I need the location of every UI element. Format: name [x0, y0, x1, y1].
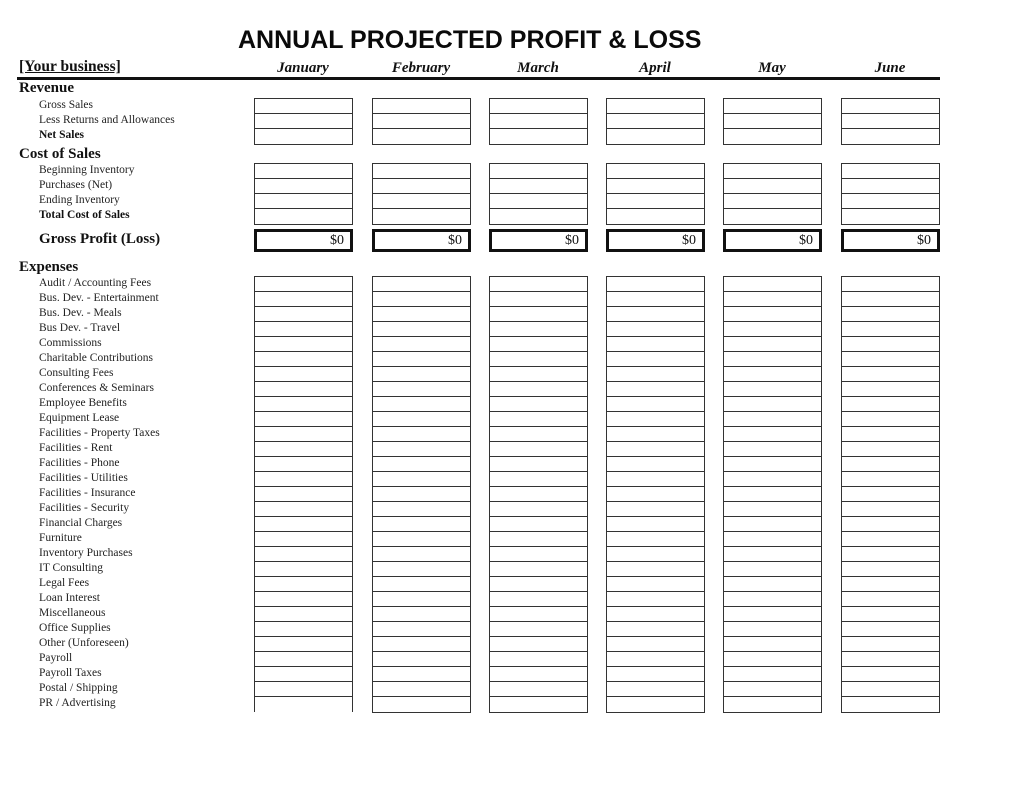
gross-profit-value-march: $0 — [489, 229, 588, 252]
input-cell[interactable] — [607, 577, 704, 592]
input-cell[interactable] — [255, 99, 352, 114]
input-cell[interactable] — [842, 577, 939, 592]
input-cell[interactable] — [255, 682, 352, 697]
line-item-label: Charitable Contributions — [39, 352, 154, 364]
input-cell[interactable] — [724, 502, 821, 517]
business-name[interactable]: [Your business] — [19, 58, 121, 75]
input-cell[interactable] — [490, 382, 587, 397]
input-cell[interactable] — [724, 427, 821, 442]
input-cell[interactable] — [842, 532, 939, 547]
input-cell[interactable] — [607, 337, 704, 352]
input-cell[interactable] — [724, 562, 821, 577]
input-cell[interactable] — [255, 292, 352, 307]
input-cell[interactable] — [842, 114, 939, 129]
line-item-label: Bus. Dev. - Entertainment — [39, 292, 159, 304]
input-cell[interactable] — [607, 129, 704, 144]
gross-profit-value-june: $0 — [841, 229, 940, 252]
input-cell[interactable] — [373, 697, 470, 712]
input-cell[interactable] — [373, 292, 470, 307]
input-cell[interactable] — [255, 562, 352, 577]
input-cell[interactable] — [607, 194, 704, 209]
input-cell[interactable] — [607, 637, 704, 652]
input-cell[interactable] — [255, 322, 352, 337]
expenses-column-april — [606, 276, 705, 713]
input-cell[interactable] — [255, 412, 352, 427]
input-cell[interactable] — [842, 179, 939, 194]
input-cell[interactable] — [255, 637, 352, 652]
input-cell[interactable] — [373, 194, 470, 209]
input-cell[interactable] — [373, 352, 470, 367]
input-cell[interactable] — [724, 532, 821, 547]
input-cell[interactable] — [373, 532, 470, 547]
input-cell[interactable] — [490, 502, 587, 517]
revenue-column-april — [606, 98, 705, 145]
input-cell[interactable] — [490, 277, 587, 292]
input-cell[interactable] — [607, 412, 704, 427]
input-cell[interactable] — [607, 209, 704, 224]
input-cell[interactable] — [607, 682, 704, 697]
input-cell[interactable] — [490, 114, 587, 129]
input-cell[interactable] — [373, 307, 470, 322]
input-cell[interactable] — [490, 592, 587, 607]
line-item-label: Facilities - Security — [39, 502, 130, 514]
input-cell[interactable] — [373, 547, 470, 562]
input-cell[interactable] — [607, 547, 704, 562]
input-cell[interactable] — [724, 412, 821, 427]
input-cell[interactable] — [490, 517, 587, 532]
input-cell[interactable] — [607, 99, 704, 114]
input-cell[interactable] — [724, 637, 821, 652]
input-cell[interactable] — [255, 352, 352, 367]
input-cell[interactable] — [724, 652, 821, 667]
input-cell[interactable] — [490, 487, 587, 502]
input-cell[interactable] — [490, 457, 587, 472]
input-cell[interactable] — [607, 667, 704, 682]
input-cell[interactable] — [842, 209, 939, 224]
input-cell[interactable] — [373, 367, 470, 382]
input-cell[interactable] — [373, 652, 470, 667]
input-cell[interactable] — [490, 667, 587, 682]
input-cell[interactable] — [607, 164, 704, 179]
input-cell[interactable] — [255, 547, 352, 562]
input-cell[interactable] — [724, 382, 821, 397]
input-cell[interactable] — [724, 577, 821, 592]
input-cell[interactable] — [373, 487, 470, 502]
input-cell[interactable] — [255, 532, 352, 547]
line-item-label: Facilities - Insurance — [39, 487, 136, 499]
gross-profit-label: Gross Profit (Loss) — [39, 231, 161, 247]
input-cell[interactable] — [724, 292, 821, 307]
input-cell[interactable] — [490, 307, 587, 322]
input-cell[interactable] — [490, 209, 587, 224]
input-cell[interactable] — [842, 682, 939, 697]
line-item-label: Facilities - Property Taxes — [39, 427, 160, 439]
input-cell[interactable] — [490, 99, 587, 114]
revenue-column-february — [372, 98, 471, 145]
month-header-january: January — [277, 60, 329, 76]
input-cell[interactable] — [373, 99, 470, 114]
gross-profit-value-january: $0 — [254, 229, 353, 252]
line-item-label: Payroll — [39, 652, 73, 664]
input-cell[interactable] — [842, 652, 939, 667]
revenue-column-june — [841, 98, 940, 145]
line-item-label: Financial Charges — [39, 517, 123, 529]
input-cell[interactable] — [724, 164, 821, 179]
input-cell[interactable] — [490, 367, 587, 382]
input-cell[interactable] — [842, 412, 939, 427]
line-item-label: Facilities - Phone — [39, 457, 120, 469]
input-cell[interactable] — [255, 164, 352, 179]
input-cell[interactable] — [255, 337, 352, 352]
input-cell[interactable] — [490, 322, 587, 337]
input-cell[interactable] — [490, 412, 587, 427]
section-title-cost-of-sales: Cost of Sales — [19, 146, 101, 162]
input-cell[interactable] — [724, 209, 821, 224]
input-cell[interactable] — [607, 652, 704, 667]
input-cell[interactable] — [490, 397, 587, 412]
input-cell[interactable] — [255, 457, 352, 472]
input-cell[interactable] — [255, 194, 352, 209]
line-item-label: Loan Interest — [39, 592, 100, 604]
line-item-label: Legal Fees — [39, 577, 90, 589]
input-cell[interactable] — [842, 457, 939, 472]
input-cell[interactable] — [607, 114, 704, 129]
line-item-label: Bus Dev. - Travel — [39, 322, 121, 334]
input-cell[interactable] — [724, 352, 821, 367]
line-item-label: Other (Unforeseen) — [39, 637, 129, 649]
expenses-column-june — [841, 276, 940, 713]
input-cell[interactable] — [490, 547, 587, 562]
line-item-label: Facilities - Rent — [39, 442, 113, 454]
input-cell[interactable] — [255, 442, 352, 457]
line-item-label: Purchases (Net) — [39, 179, 113, 191]
input-cell[interactable] — [724, 682, 821, 697]
input-cell[interactable] — [373, 322, 470, 337]
input-cell[interactable] — [255, 397, 352, 412]
input-cell[interactable] — [842, 382, 939, 397]
input-cell[interactable] — [842, 667, 939, 682]
input-cell[interactable] — [255, 382, 352, 397]
input-cell[interactable] — [490, 442, 587, 457]
input-cell[interactable] — [373, 209, 470, 224]
input-cell[interactable] — [490, 577, 587, 592]
expenses-column-january — [254, 276, 353, 712]
line-item-label: Furniture — [39, 532, 82, 544]
input-cell[interactable] — [255, 129, 352, 144]
input-cell[interactable] — [842, 164, 939, 179]
input-cell[interactable] — [842, 592, 939, 607]
input-cell[interactable] — [607, 487, 704, 502]
input-cell[interactable] — [842, 637, 939, 652]
month-header-june: June — [874, 60, 906, 76]
input-cell[interactable] — [373, 472, 470, 487]
input-cell[interactable] — [842, 277, 939, 292]
input-cell[interactable] — [373, 427, 470, 442]
section-title-revenue: Revenue — [19, 80, 74, 96]
input-cell[interactable] — [724, 517, 821, 532]
input-cell[interactable] — [490, 427, 587, 442]
input-cell[interactable] — [842, 562, 939, 577]
input-cell[interactable] — [255, 427, 352, 442]
input-cell[interactable] — [373, 607, 470, 622]
input-cell[interactable] — [607, 307, 704, 322]
input-cell[interactable] — [607, 322, 704, 337]
line-item-label: Audit / Accounting Fees — [39, 277, 152, 289]
input-cell[interactable] — [255, 472, 352, 487]
input-cell[interactable] — [842, 307, 939, 322]
input-cell[interactable] — [607, 352, 704, 367]
input-cell[interactable] — [842, 129, 939, 144]
input-cell[interactable] — [842, 472, 939, 487]
input-cell[interactable] — [842, 697, 939, 712]
input-cell[interactable] — [255, 607, 352, 622]
input-cell[interactable] — [490, 194, 587, 209]
input-cell[interactable] — [490, 472, 587, 487]
cost-of-sales-column-march — [489, 163, 588, 225]
line-item-label: PR / Advertising — [39, 697, 116, 709]
input-cell[interactable] — [490, 607, 587, 622]
input-cell[interactable] — [724, 194, 821, 209]
line-item-label: Conferences & Seminars — [39, 382, 154, 394]
section-title-expenses: Expenses — [19, 259, 79, 275]
input-cell[interactable] — [607, 562, 704, 577]
expenses-column-february — [372, 276, 471, 713]
input-cell[interactable] — [607, 382, 704, 397]
input-cell[interactable] — [373, 164, 470, 179]
line-item-label: Total Cost of Sales — [39, 209, 130, 221]
input-cell[interactable] — [255, 697, 352, 712]
input-cell[interactable] — [607, 442, 704, 457]
input-cell[interactable] — [255, 502, 352, 517]
input-cell[interactable] — [490, 622, 587, 637]
input-cell[interactable] — [490, 697, 587, 712]
input-cell[interactable] — [373, 592, 470, 607]
input-cell[interactable] — [255, 652, 352, 667]
cost-of-sales-column-april — [606, 163, 705, 225]
line-item-label: Facilities - Utilities — [39, 472, 128, 484]
input-cell[interactable] — [373, 577, 470, 592]
line-item-label: Net Sales — [39, 129, 85, 141]
input-cell[interactable] — [842, 292, 939, 307]
line-item-label: Bus. Dev. - Meals — [39, 307, 122, 319]
input-cell[interactable] — [607, 532, 704, 547]
input-cell[interactable] — [490, 179, 587, 194]
input-cell[interactable] — [842, 367, 939, 382]
input-cell[interactable] — [373, 412, 470, 427]
input-cell[interactable] — [373, 179, 470, 194]
line-item-label: Commissions — [39, 337, 102, 349]
input-cell[interactable] — [373, 114, 470, 129]
line-item-label: Gross Sales — [39, 99, 93, 111]
input-cell[interactable] — [607, 397, 704, 412]
input-cell[interactable] — [373, 637, 470, 652]
gross-profit-value-february: $0 — [372, 229, 471, 252]
line-item-label: Inventory Purchases — [39, 547, 133, 559]
input-cell[interactable] — [724, 457, 821, 472]
input-cell[interactable] — [724, 547, 821, 562]
line-item-label: Miscellaneous — [39, 607, 106, 619]
input-cell[interactable] — [607, 179, 704, 194]
input-cell[interactable] — [842, 322, 939, 337]
input-cell[interactable] — [607, 427, 704, 442]
input-cell[interactable] — [373, 682, 470, 697]
input-cell[interactable] — [607, 592, 704, 607]
input-cell[interactable] — [490, 164, 587, 179]
input-cell[interactable] — [607, 607, 704, 622]
revenue-column-may — [723, 98, 822, 145]
input-cell[interactable] — [373, 562, 470, 577]
input-cell[interactable] — [842, 502, 939, 517]
input-cell[interactable] — [842, 99, 939, 114]
input-cell[interactable] — [724, 129, 821, 144]
input-cell[interactable] — [490, 562, 587, 577]
line-item-label: Postal / Shipping — [39, 682, 118, 694]
input-cell[interactable] — [724, 277, 821, 292]
input-cell[interactable] — [607, 277, 704, 292]
line-item-label: Ending Inventory — [39, 194, 120, 206]
input-cell[interactable] — [842, 517, 939, 532]
input-cell[interactable] — [607, 367, 704, 382]
input-cell[interactable] — [842, 487, 939, 502]
cost-of-sales-column-june — [841, 163, 940, 225]
cost-of-sales-column-may — [723, 163, 822, 225]
input-cell[interactable] — [490, 292, 587, 307]
input-cell[interactable] — [373, 667, 470, 682]
input-cell[interactable] — [490, 637, 587, 652]
input-cell[interactable] — [490, 682, 587, 697]
input-cell[interactable] — [607, 292, 704, 307]
input-cell[interactable] — [724, 99, 821, 114]
input-cell[interactable] — [373, 442, 470, 457]
input-cell[interactable] — [373, 129, 470, 144]
input-cell[interactable] — [842, 622, 939, 637]
input-cell[interactable] — [373, 502, 470, 517]
month-header-february: February — [391, 60, 451, 76]
input-cell[interactable] — [724, 337, 821, 352]
revenue-column-january — [254, 98, 353, 145]
input-cell[interactable] — [607, 457, 704, 472]
input-cell[interactable] — [724, 667, 821, 682]
input-cell[interactable] — [607, 622, 704, 637]
cost-of-sales-column-january — [254, 163, 353, 225]
input-cell[interactable] — [255, 517, 352, 532]
input-cell[interactable] — [373, 337, 470, 352]
expenses-column-may — [723, 276, 822, 713]
input-cell[interactable] — [724, 607, 821, 622]
input-cell[interactable] — [255, 277, 352, 292]
input-cell[interactable] — [255, 487, 352, 502]
input-cell[interactable] — [373, 457, 470, 472]
input-cell[interactable] — [724, 592, 821, 607]
input-cell[interactable] — [842, 194, 939, 209]
input-cell[interactable] — [255, 114, 352, 129]
month-header-march: March — [517, 60, 559, 76]
input-cell[interactable] — [842, 547, 939, 562]
input-cell[interactable] — [724, 322, 821, 337]
input-cell[interactable] — [724, 487, 821, 502]
input-cell[interactable] — [255, 577, 352, 592]
gross-profit-value-may: $0 — [723, 229, 822, 252]
input-cell[interactable] — [842, 397, 939, 412]
input-cell[interactable] — [724, 472, 821, 487]
input-cell[interactable] — [373, 277, 470, 292]
line-item-label: Beginning Inventory — [39, 164, 135, 176]
input-cell[interactable] — [490, 532, 587, 547]
input-cell[interactable] — [607, 472, 704, 487]
input-cell[interactable] — [607, 517, 704, 532]
input-cell[interactable] — [607, 502, 704, 517]
month-header-april: April — [639, 60, 671, 76]
gross-profit-value-april: $0 — [606, 229, 705, 252]
expenses-column-march — [489, 276, 588, 713]
input-cell[interactable] — [842, 427, 939, 442]
input-cell[interactable] — [724, 697, 821, 712]
month-header-may: May — [758, 60, 786, 76]
input-cell[interactable] — [842, 442, 939, 457]
input-cell[interactable] — [842, 337, 939, 352]
line-item-label: Employee Benefits — [39, 397, 127, 409]
line-item-label: Consulting Fees — [39, 367, 114, 379]
input-cell[interactable] — [373, 622, 470, 637]
input-cell[interactable] — [724, 114, 821, 129]
input-cell[interactable] — [724, 307, 821, 322]
input-cell[interactable] — [490, 129, 587, 144]
input-cell[interactable] — [724, 622, 821, 637]
input-cell[interactable] — [255, 592, 352, 607]
input-cell[interactable] — [255, 209, 352, 224]
input-cell[interactable] — [255, 179, 352, 194]
line-item-label: IT Consulting — [39, 562, 104, 574]
input-cell[interactable] — [724, 367, 821, 382]
input-cell[interactable] — [255, 622, 352, 637]
input-cell[interactable] — [842, 352, 939, 367]
page-title: ANNUAL PROJECTED PROFIT & LOSS — [238, 26, 702, 54]
input-cell[interactable] — [490, 652, 587, 667]
input-cell[interactable] — [490, 352, 587, 367]
revenue-column-march — [489, 98, 588, 145]
input-cell[interactable] — [724, 442, 821, 457]
input-cell[interactable] — [724, 179, 821, 194]
header-divider — [17, 77, 940, 80]
input-cell[interactable] — [607, 697, 704, 712]
input-cell[interactable] — [724, 397, 821, 412]
line-item-label: Less Returns and Allowances — [39, 114, 175, 126]
input-cell[interactable] — [255, 307, 352, 322]
line-item-label: Payroll Taxes — [39, 667, 102, 679]
input-cell[interactable] — [490, 337, 587, 352]
input-cell[interactable] — [255, 667, 352, 682]
line-item-label: Office Supplies — [39, 622, 111, 634]
input-cell[interactable] — [373, 382, 470, 397]
input-cell[interactable] — [373, 517, 470, 532]
input-cell[interactable] — [255, 367, 352, 382]
cost-of-sales-column-february — [372, 163, 471, 225]
line-item-label: Equipment Lease — [39, 412, 120, 424]
input-cell[interactable] — [842, 607, 939, 622]
input-cell[interactable] — [373, 397, 470, 412]
